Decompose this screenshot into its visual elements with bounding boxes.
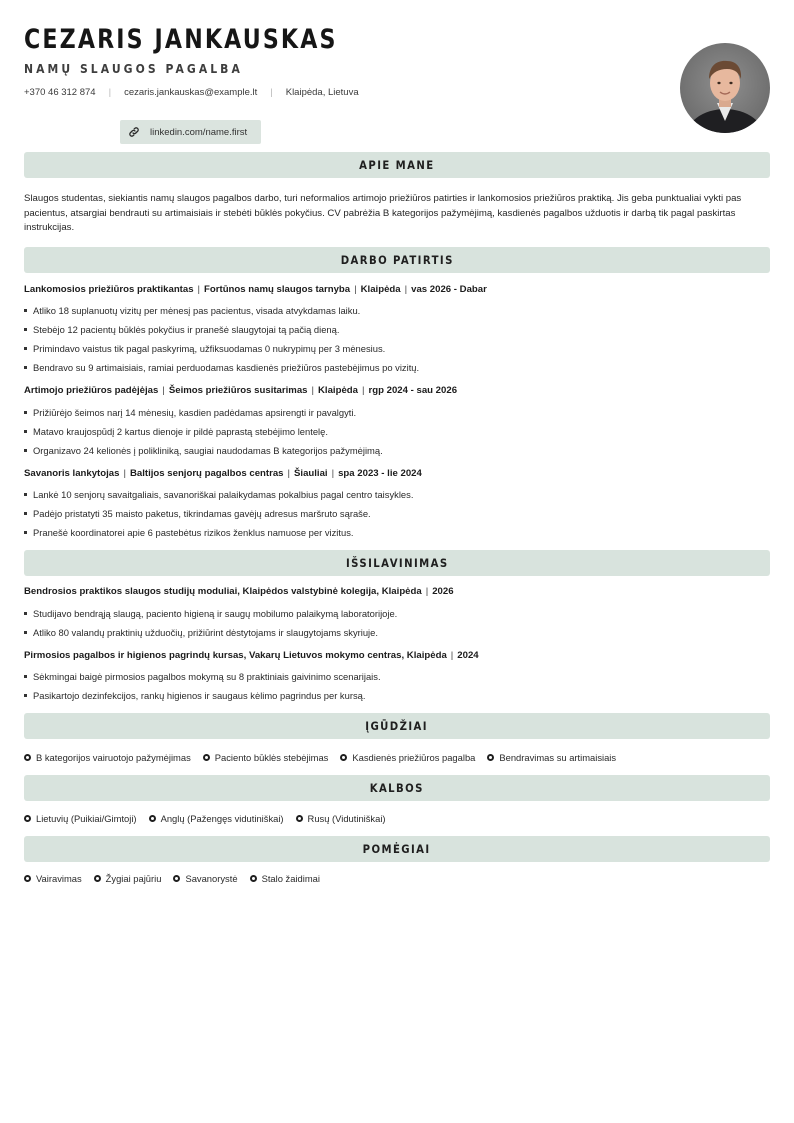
- skill-item: Kasdienės priežiūros pagalba: [340, 752, 475, 763]
- list-item: Lankė 10 senjorų savaitgaliais, savanoriškai palaikydamas pokalbius pagal centro taisykles.: [24, 489, 413, 500]
- list-item: Primindavo vaistus tik pagal paskyrimą, užfiksuodamas 0 nukrypimų per 3 mėnesius.: [24, 343, 385, 354]
- phone: +370 46 312 874: [24, 87, 96, 98]
- education-heading: Bendrosios praktikos slaugos studijų moduliai, Klaipėdos valstybinė kolegija, Klaipėda | 2026: [24, 586, 454, 597]
- list-item: Atliko 18 suplanuotų vizitų per mėnesį pas pacientus, visada atvykdamas laiku.: [24, 305, 360, 316]
- job-role: Artimojo priežiūros padėjėjas: [24, 385, 159, 396]
- list-item: Matavo kraujospūdį 2 kartus dienoje ir pildė paprastą stebėjimo lentelę.: [24, 426, 328, 437]
- candidate-name: CEZARIS JANKAUSKAS: [24, 24, 338, 55]
- skill-item: Paciento būklės stebėjimas: [203, 752, 329, 763]
- separator: |: [270, 87, 273, 98]
- job-heading: Artimojo priežiūros padėjėjas | Šeimos priežiūros susitarimas | Klaipėda | rgp 2024 - sau 2026: [24, 385, 458, 396]
- education-year: 2024: [457, 650, 479, 661]
- job-role: Lankomosios priežiūros praktikantas: [24, 284, 194, 295]
- linkedin-label: linkedin.com/name.first: [150, 126, 248, 138]
- contact-line: [24, 87, 359, 98]
- list-item: Studijavo bendrąją slaugą, paciento higieną ir saugų mobilumo palaikymą laboratorijoje.: [24, 608, 397, 619]
- link-icon: [128, 126, 140, 138]
- section-hobbies: [24, 836, 770, 862]
- hobbies-list: [24, 873, 332, 884]
- job-city: Šiauliai: [294, 468, 328, 479]
- section-title: APIE MANE: [359, 158, 435, 172]
- skill-item: Bendravimas su artimaisiais: [487, 752, 616, 763]
- job-heading: Lankomosios priežiūros praktikantas | Fortūnos namų slaugos tarnyba | Klaipėda | vas 2026 - Dabar: [24, 284, 487, 295]
- location: Klaipėda, Lietuva: [285, 87, 359, 98]
- job-dates: rgp 2024 - sau 2026: [368, 385, 458, 396]
- list-item: Pranešė koordinatorei apie 6 pastebėtus rizikos ženklus namuose per vizitus.: [24, 527, 354, 538]
- hobby-item: Stalo žaidimai: [250, 873, 320, 884]
- skills-list: [24, 752, 628, 763]
- language-item: Anglų (Pažengęs vidutiniškai): [149, 813, 284, 824]
- section-experience: [24, 247, 770, 273]
- job-role: Savanoris lankytojas: [24, 468, 120, 479]
- job-org: Baltijos senjorų pagalbos centras: [129, 468, 284, 479]
- job-org: Fortūnos namų slaugos tarnyba: [204, 284, 351, 295]
- section-skills: [24, 713, 770, 739]
- list-item: Prižiūrėjo šeimos narį 14 mėnesių, kasdien padėdamas apsirengti ir pavalgyti.: [24, 407, 356, 418]
- job-org: Šeimos priežiūros susitarimas: [168, 385, 308, 396]
- hobby-item: Vairavimas: [24, 873, 82, 884]
- linkedin-link[interactable]: [120, 120, 261, 144]
- education-name: Pirmosios pagalbos ir higienos pagrindų kursas, Vakarų Lietuvos mokymo centras, Klaipėda: [24, 650, 447, 661]
- avatar: [680, 43, 770, 133]
- language-item: Lietuvių (Puikiai/Gimtoji): [24, 813, 137, 824]
- email[interactable]: cezaris.jankauskas@example.lt: [124, 87, 258, 98]
- list-item: Atliko 80 valandų praktinių užduočių, prižiūrint dėstytojams ir slaugytojams skyriuje.: [24, 627, 378, 638]
- job-dates: spa 2023 - lie 2024: [338, 468, 422, 479]
- list-item: Padėjo pristatyti 35 maisto paketus, tikrindamas gavėjų adresus maršruto sąraše.: [24, 508, 371, 519]
- education-year: 2026: [432, 586, 454, 597]
- languages-list: [24, 813, 398, 824]
- list-item: Sėkmingai baigė pirmosios pagalbos mokymą su 8 praktiniais gaivinimo scenarijais.: [24, 671, 381, 682]
- section-title: DARBO PATIRTIS: [340, 253, 454, 267]
- education-heading: Pirmosios pagalbos ir higienos pagrindų kursas, Vakarų Lietuvos mokymo centras, Klaipėda | 2024: [24, 650, 479, 661]
- section-education: [24, 550, 770, 576]
- list-item: Stebėjo 12 pacientų būklės pokyčius ir pranešė slaugytojai tą pačią dieną.: [24, 324, 339, 335]
- section-about: [24, 152, 770, 178]
- section-languages: [24, 775, 770, 801]
- job-city: Klaipėda: [360, 284, 401, 295]
- list-item: Bendravo su 9 artimaisiais, ramiai perduodamas kasdienės priežiūros pastebėjimus po vizitų.: [24, 362, 419, 373]
- section-title: ĮGŪDŽIAI: [365, 719, 429, 733]
- job-heading: Savanoris lankytojas | Baltijos senjorų pagalbos centras | Šiauliai | spa 2023 - lie 2024: [24, 468, 422, 479]
- education-name: Bendrosios praktikos slaugos studijų moduliai, Klaipėdos valstybinė kolegija, Klaipėda: [24, 586, 422, 597]
- language-item: Rusų (Vidutiniškai): [296, 813, 386, 824]
- section-title: KALBOS: [369, 781, 425, 795]
- job-city: Klaipėda: [318, 385, 358, 396]
- separator: |: [108, 87, 112, 98]
- skill-item: B kategorijos vairuotojo pažymėjimas: [24, 752, 191, 763]
- job-dates: vas 2026 - Dabar: [411, 284, 487, 295]
- summary-text: Slaugos studentas, siekiantis namų slaugos pagalbos darbo, turi neformalios artimojo priežiūros patirties ir lankomosios priežiūros praktiką. Jis geba punktualiai vykti pas pacientus, atsargiai bendrauti su artimaisiais ir stebėti būklės pokyčius. CV pabrėžia B kategorijos pažymėjimą, kasdienės pagalbos užduotis ir darbą tik pagal paskirtas instrukcijas.: [24, 193, 742, 234]
- job-title: NAMŲ SLAUGOS PAGALBA: [24, 62, 243, 76]
- section-title: POMĖGIAI: [363, 842, 431, 856]
- section-title: IŠSILAVINIMAS: [345, 556, 449, 570]
- hobby-item: Žygiai pajūriu: [94, 873, 162, 884]
- list-item: Organizavo 24 kelionės į polikliniką, saugiai naudodamas B kategorijos pažymėjimą.: [24, 445, 383, 456]
- list-item: Pasikartojo dezinfekcijos, rankų higienos ir saugaus kėlimo pagrindus per kursą.: [24, 690, 365, 701]
- hobby-item: Savanorystė: [173, 873, 237, 884]
